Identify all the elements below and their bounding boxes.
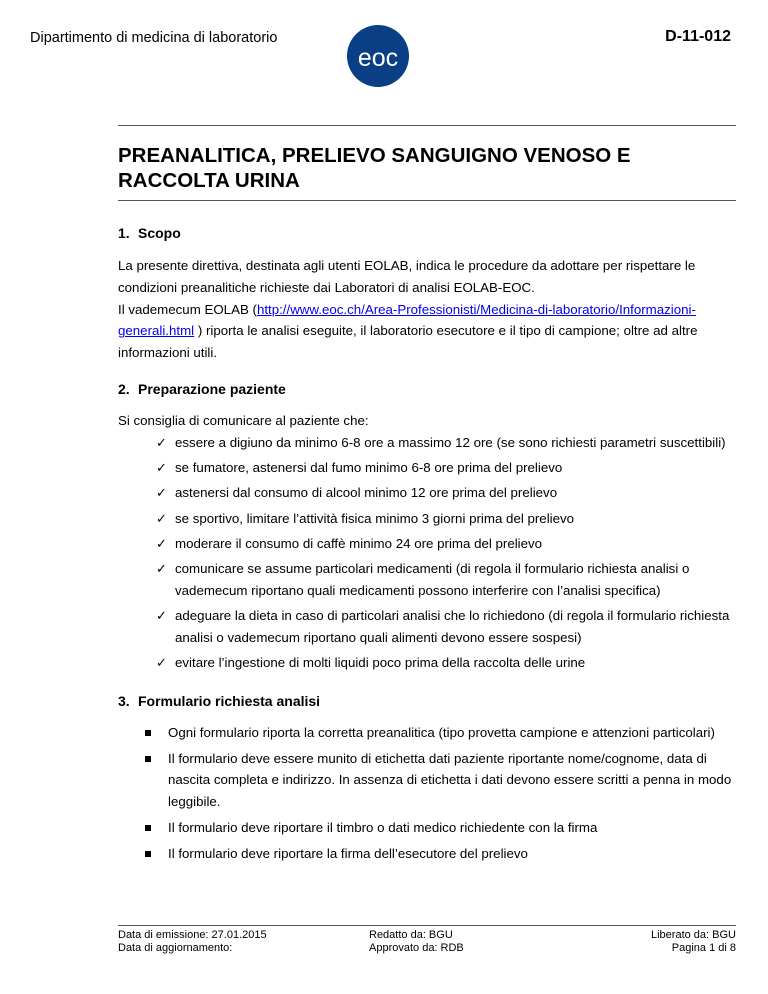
list-item: ✓ astenersi dal consumo di alcool minimo 12 ore prima del prelievo	[118, 482, 736, 504]
eoc-logo	[346, 24, 410, 88]
list-item: Il formulario deve riportare la firma dell’esecutore del prelievo	[118, 843, 736, 865]
footer-release	[651, 929, 736, 955]
section-heading-formulario: 3. Formulario richiesta analisi	[118, 692, 321, 709]
checkmark-icon: ✓	[156, 535, 167, 551]
vademecum-paragraph: Il vademecum EOLAB (http://www.eoc.ch/Area-Professionisti/Medicina-di-laboratorio/Informazioni-generali.html ) riporta le analisi eseguite, il laboratorio esecutore e il tipo di campione; oltre ad altre informazioni utili.	[118, 301, 698, 361]
svg-text:eoc: eoc	[357, 44, 399, 72]
department-name: Dipartimento di medicina di laboratorio	[30, 30, 278, 46]
checkmark-icon: ✓	[156, 460, 167, 476]
square-bullet-icon	[145, 756, 151, 762]
list-item: ✓ se fumatore, astenersi dal fumo minimo 6-8 ore prima del prelievo	[118, 457, 736, 479]
checkmark-icon: ✓	[156, 561, 167, 577]
released-by: Liberato da: BGU	[651, 929, 736, 941]
title-divider	[118, 200, 736, 201]
document-footer	[118, 925, 736, 954]
header-divider	[118, 125, 736, 126]
checkmark-icon: ✓	[156, 655, 167, 671]
section-heading-scopo: 1. Scopo	[118, 225, 181, 241]
document-body	[118, 224, 736, 869]
list-item: ✓ moderare il consumo di caffè minimo 24 ore prima del prelievo	[118, 533, 736, 555]
checkmark-icon: ✓	[156, 485, 167, 501]
list-item: ✓ evitare l’ingestione di molti liquidi poco prima della raccolta delle urine	[118, 652, 736, 674]
list-item: Ogni formulario riporta la corretta preanalitica (tipo provetta campione e attenzioni particolari)	[118, 722, 736, 744]
square-bullet-icon	[145, 730, 151, 736]
approved-by: Approvato da: RDB	[369, 942, 464, 954]
square-bullet-icon	[145, 825, 151, 831]
list-item: ✓ se sportivo, limitare l’attività fisica minimo 3 giorni prima del prelievo	[118, 508, 736, 530]
title-line-1: PREANALITICA, PRELIEVO SANGUIGNO VENOSO E	[118, 144, 631, 167]
square-bullet-icon	[145, 851, 151, 857]
form-requirements-list	[118, 722, 736, 865]
vademecum-link[interactable]: http://www.eoc.ch/Area-Professionisti/Medicina-di-laboratorio/Informazioni-generali.html	[118, 301, 696, 339]
document-title	[118, 143, 736, 193]
list-item: ✓ comunicare se assume particolari medicamenti (di regola il formulario richiesta analisi o vademecum riportano quali medicamenti possono interferire con l’analisi specifica)	[118, 558, 736, 602]
issue-date: Data di emissione: 27.01.2015	[118, 929, 267, 941]
written-by: Redatto da: BGU	[369, 929, 453, 941]
list-item: Il formulario deve riportare il timbro o dati medico richiedente con la firma	[118, 817, 736, 839]
title-line-2: RACCOLTA URINA	[118, 169, 300, 192]
checkmark-icon: ✓	[156, 608, 167, 624]
list-item: ✓ adeguare la dieta in caso di particolari analisi che lo richiedono (di regola il formulario richiesta analisi o vademecum riportano quali alimenti devono essere sospesi)	[118, 605, 736, 649]
page-number: Pagina 1 di 8	[671, 942, 736, 954]
footer-dates	[118, 929, 267, 955]
document-code: D-11-012	[665, 28, 731, 45]
preparation-checklist	[118, 432, 736, 674]
list-item: ✓ essere a digiuno da minimo 6-8 ore a massimo 12 ore (se sono richiesti parametri suscettibili)	[118, 432, 736, 454]
footer-authors	[369, 929, 464, 955]
checkmark-icon: ✓	[156, 434, 167, 450]
update-date: Data di aggiornamento:	[118, 942, 233, 954]
list-item: Il formulario deve essere munito di etichetta dati paziente riportante nome/cognome, data di nascita completa e indirizzo. In assenza di etichetta i dati devono essere scritti a penna in modo leggibile.	[118, 748, 736, 813]
section-heading-preparazione: 2. Preparazione paziente	[118, 380, 286, 397]
preparation-intro: Si consiglia di comunicare al paziente che:	[118, 412, 369, 428]
checkmark-icon: ✓	[156, 510, 167, 526]
scope-paragraph: La presente direttiva, destinata agli utenti EOLAB, indica le procedure da adottare per rispettare le condizioni preanalitiche richieste dai Laboratori di analisi EOLAB-EOC.	[118, 258, 696, 295]
